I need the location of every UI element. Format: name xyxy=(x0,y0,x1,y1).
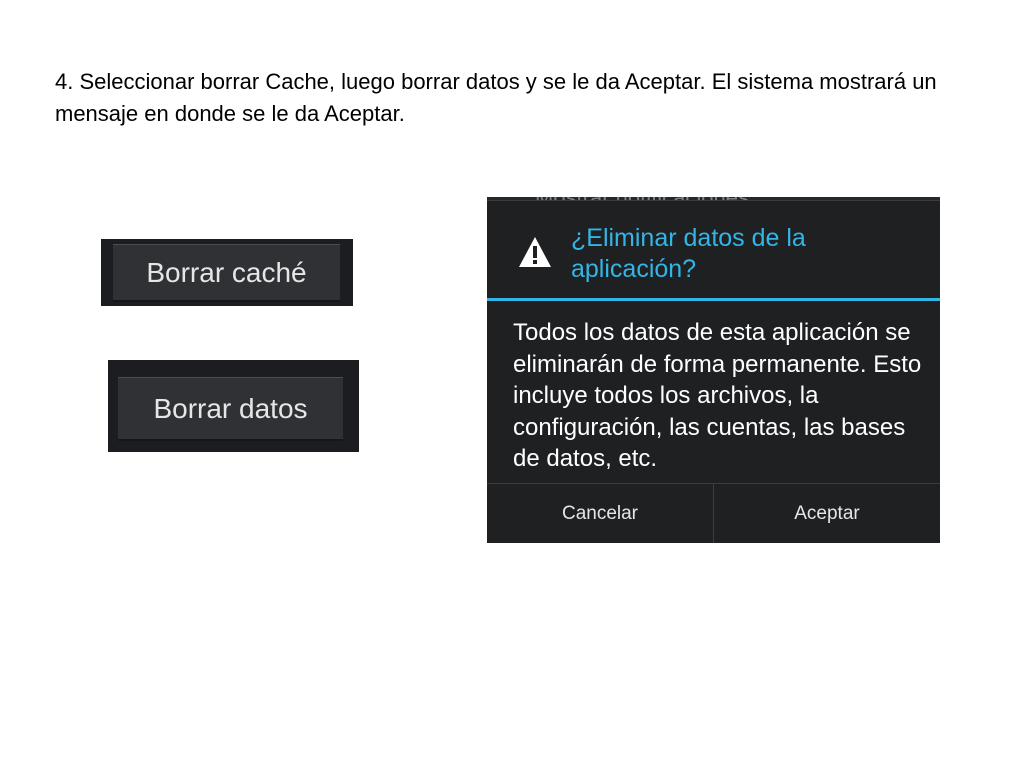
delete-data-dialog xyxy=(487,200,940,543)
accept-button[interactable]: Aceptar xyxy=(713,484,940,543)
warning-icon xyxy=(517,235,553,269)
clear-data-button[interactable]: Borrar datos xyxy=(118,377,343,441)
delete-data-dialog-screenshot xyxy=(487,197,940,543)
clear-cache-screenshot xyxy=(101,239,353,306)
cancel-button[interactable]: Cancelar xyxy=(561,503,639,524)
dialog-header xyxy=(487,201,940,297)
instruction-text: 4. Seleccionar borrar Cache, luego borrar datos y se le da Aceptar. El sistema mostrará un mensaje en donde se le da Aceptar. xyxy=(55,69,937,126)
clear-cache-button[interactable]: Borrar caché xyxy=(113,244,340,302)
clear-data-screenshot xyxy=(108,360,359,452)
dialog-message: Todos los datos de esta aplicación se eliminarán de forma permanente. Esto incluye todos los archivos, la configuración, las cuentas, las bases de datos, etc. xyxy=(513,319,922,472)
dialog-button-bar xyxy=(487,483,940,543)
title-divider xyxy=(487,298,940,301)
dialog-title: ¿Eliminar datos de la aplicación? xyxy=(571,224,806,283)
